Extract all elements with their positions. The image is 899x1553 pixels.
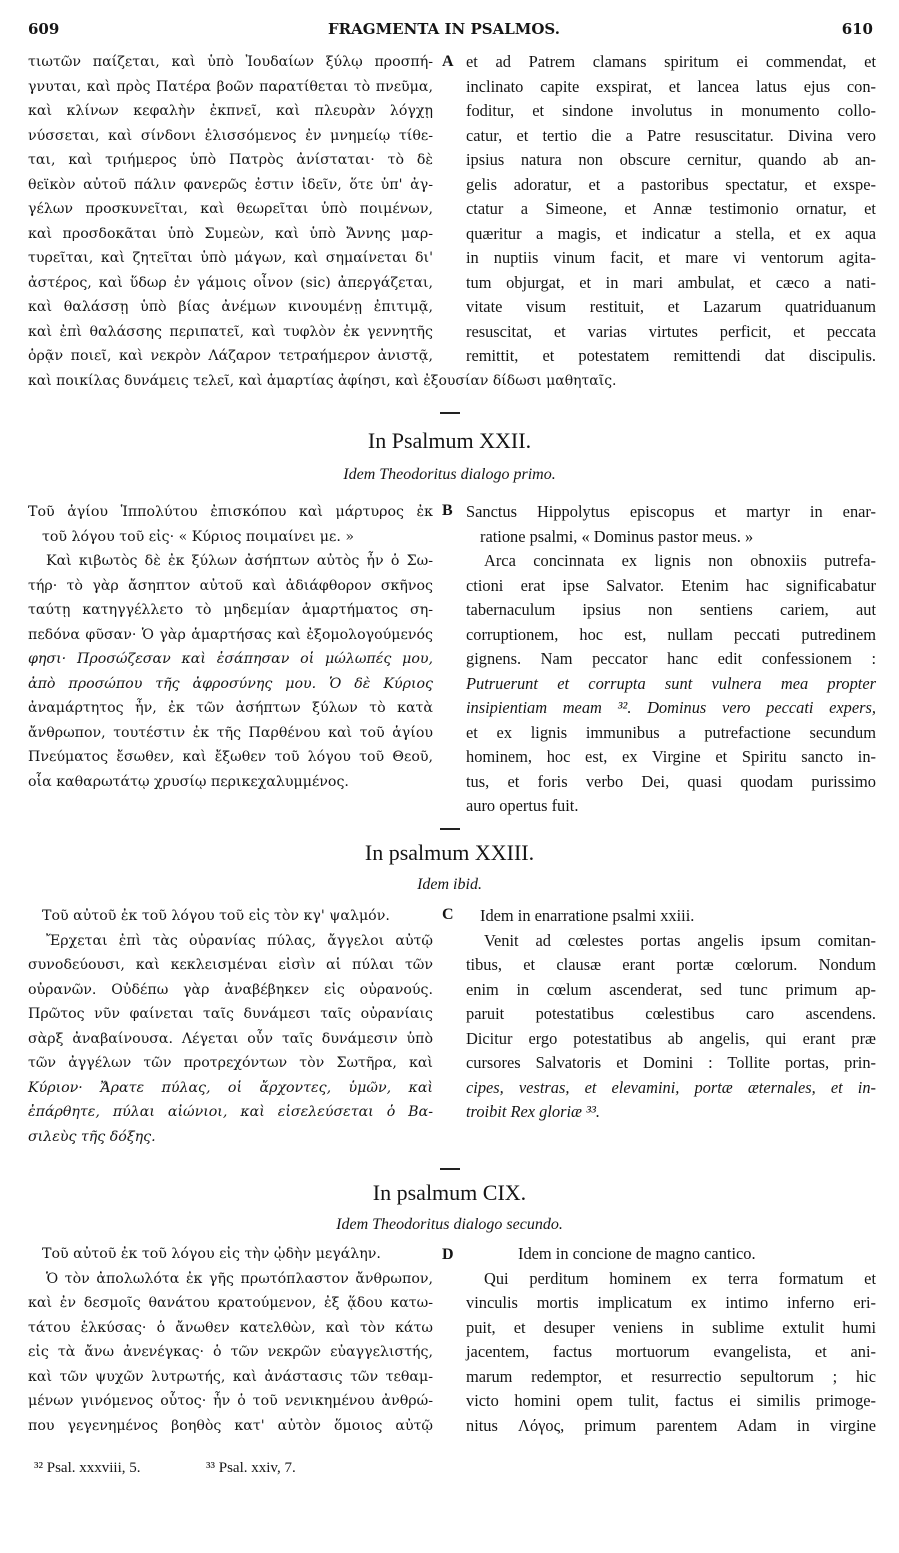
greek-line: γνυται, καὶ πρὸς Πατέρα βοῶν παρατίθεται τὸ πνεῦμα, (28, 78, 433, 95)
latin-line: insipientiam meam ³². Dominus vero peccati expers, (466, 698, 876, 717)
section-divider (440, 412, 460, 414)
latin-line: marum redemptor, et resurrectio sepultorum ; hic (466, 1366, 876, 1386)
greek-line: καὶ ἐπὶ θαλάσσης περιπατεῖ, καὶ τυφλὸν ἐκ γεννητῆς (28, 323, 433, 340)
sec3-latin-column (466, 904, 876, 1125)
greek-line-spanning: καὶ ποικίλας δυνάμεις τελεῖ, καὶ ἁμαρτίας ἀφίησι, καὶ ἐξουσίαν δίδωσι μαθηταῖς. (28, 372, 617, 389)
greek-line: πεδόνα φῦσαν· Ὁ γὰρ ἁμαρτήσας καὶ ἐξομολογούμενός (28, 626, 433, 643)
greek-line: καὶ τῶν ψυχῶν λυτρωτής, καὶ ἀνάστασις τῶν τεθαμ- (28, 1368, 433, 1385)
greek-line: τήρ· τὸ γὰρ ἄσηπτον αὐτοῦ καὶ ἀδιάφθορον σκῆνος (28, 577, 433, 594)
margin-letter-b: B (442, 502, 453, 519)
greek-line: ταύτῃ κατηγγέλλετο τὸ μηδεμίαν ἁμαρτήματος ση- (28, 602, 433, 618)
latin-line: paruit potestatibus cœlestibus caro ascendens. (466, 1004, 876, 1023)
greek-line: ἀπὸ προσώπου τῆς ἀφροσύνης μου. Ὁ δὲ Κύριος (28, 675, 433, 692)
latin-line: jacentem, factus mortuorum evangelista, et ani- (466, 1342, 876, 1361)
latin-line: cursores Salvatoris et Domini : Tollite portas, prin- (466, 1053, 876, 1072)
section-subtitle: Idem Theodoritus dialogo primo. (343, 466, 556, 483)
latin-line: gelis adoratur, et a pastoribus spectatur, et exspe- (466, 174, 876, 194)
greek-line: τυρεῖται, καὶ ζητεῖται ὑπὸ μάγων, καὶ σημαίνεται δι' (28, 250, 433, 266)
greek-line: ἄνθρωπον, τουτέστιν ἐκ τῆς Παρθένου καὶ τοῦ ἁγίου (28, 724, 433, 741)
greek-line: οἷα καθαρωτάτῳ χρυσίῳ περικεχαλυμμένος. (28, 773, 349, 790)
latin-line: tus, et foris verbo Dei, quasi quodam purissimo (466, 771, 876, 791)
latin-line: vitate visum restituit, et Lazarum quatriduanum (466, 297, 876, 316)
greek-line: καὶ ἐν δεσμοῖς θανάτου κρατούμενον, ἐξ ᾅδου κατω- (28, 1295, 433, 1311)
latin-line: Qui perditum hominem ex terra formatum et (484, 1268, 876, 1288)
section-divider (440, 828, 460, 830)
latin-line: puit, et desuper veniens in sublime extulit humi (466, 1317, 876, 1337)
greek-line: θεϊκὸν αὐτοῦ πάλιν φανερῶς ἐστιν ἰδεῖν, ὅτε ὑπ' ἀγ- (28, 176, 433, 193)
margin-letter-d: D (442, 1246, 454, 1263)
sec4-latin-column (466, 1242, 876, 1438)
latin-line: vinculis mortis implicatum ex intimo inferno eri- (466, 1293, 876, 1312)
latin-line: foditur, et sindone involutus in monumento collo- (466, 101, 876, 120)
greek-line: οὐρανῶν. Οὐδέπω γὰρ ἀναβέβηκεν εἰς οὐρανούς. (28, 981, 433, 998)
running-header (28, 20, 873, 42)
sec2-greek-column (28, 500, 433, 794)
greek-line: Κύριον· Ἄρατε πύλας, οἱ ἄρχοντες, ὑμῶν, καὶ (28, 1079, 433, 1096)
latin-line: corruptionem, hoc est, nullam peccati putredinem (466, 624, 876, 644)
latin-line: Dicitur ergo potestatibus ab angelis, qui erant præ (466, 1028, 876, 1048)
greek-line: φησι· Προσώζεσαν καὶ ἐσάπησαν οἱ μώλωπές μου, (28, 651, 433, 667)
greek-line: τοῦ λόγου τοῦ εἰς· « Κύριος ποιμαίνει με. » (42, 528, 355, 545)
greek-line: συνοδεύουσι, καὶ κεκλεισμέναι εἰσὶν αἱ πύλαι τῶν (28, 957, 433, 973)
greek-line: μένων γινόμενος οὗτος· ἦν ὁ τοῦ νενικημένου ἀνθρώ- (28, 1393, 433, 1409)
greek-line: Τοῦ αὐτοῦ ἐκ τοῦ λόγου τοῦ εἰς τὸν κγ' ψαλμόν. (42, 908, 390, 924)
sec1-latin-column (466, 50, 876, 369)
greek-line: σιλεὺς τῆς δόξης. (28, 1128, 156, 1145)
running-title: FRAGMENTA IN PSALMOS. (328, 20, 560, 38)
latin-line: ipsius natura non obscure cernitur, quando ab an- (466, 150, 876, 169)
latin-line: ctioni erat ipse Salvator. Etenim hac significabatur (466, 575, 876, 595)
latin-line: Venit ad cœlestes portas angelis ipsum comitan- (484, 930, 876, 950)
greek-line: Πνεύματος ἔσωθεν, καὶ ἔξωθεν τοῦ λόγου τοῦ Θεοῦ, (28, 749, 433, 765)
latin-line: quæritur a magis, et indicatur a stella, et ex aqua (466, 223, 876, 243)
footnote-32: ³² Psal. xxxviii, 5. (34, 1460, 141, 1476)
latin-line: et ad Patrem clamans spiritum ei commendat, et (466, 52, 876, 71)
section-subtitle: Idem Theodoritus dialogo secundo. (336, 1216, 563, 1233)
sec4-greek-column (28, 1242, 433, 1438)
greek-line: Τοῦ αὐτοῦ ἐκ τοῦ λόγου εἰς τὴν ᾠδὴν μεγάλην. (42, 1246, 381, 1262)
section-divider (440, 1168, 460, 1170)
greek-line: Καὶ κιβωτὸς δὲ ἐκ ξύλων ἀσήπτων αὐτὸς ἦν ὁ Σω- (46, 553, 433, 569)
latin-line: inclinato capite exspirat, et lancea latus ejus con- (466, 76, 876, 96)
latin-line: Idem in enarratione psalmi xxiii. (480, 906, 695, 925)
sec3-greek-column (28, 904, 433, 1149)
latin-line: gignens. Nam peccator hanc edit confessionem : (466, 649, 876, 668)
latin-line: catur, et tertio die a Patre resuscitatur. Divina vero (466, 125, 876, 145)
latin-line: cipes, vestras, et elevamini, portæ æternales, et in- (466, 1077, 876, 1097)
latin-line: ratione psalmi, « Dominus pastor meus. » (480, 526, 754, 546)
sec1-greek-column (28, 50, 617, 393)
latin-line: troibit Rex gloriæ ³³. (466, 1102, 600, 1121)
greek-line: τιωτῶν παίζεται, καὶ ὑπὸ Ἰουδαίων ξύλῳ προσπή- (28, 54, 433, 70)
latin-line: ctatur a Simeone, et Annæ testimonio ornatur, et (466, 199, 876, 218)
greek-line: τῶν ἀγγέλων τῶν προτρεχόντων τὸν Σωτῆρα, καὶ (28, 1055, 433, 1071)
greek-line: Πρῶτος νῦν φαίνεται ταῖς δυνάμεσι ταῖς οὐρανίαις (28, 1006, 433, 1022)
latin-line: victo homini opem tulit, factus ei similis primoge- (466, 1391, 876, 1410)
greek-line: καὶ κλίνων κεφαλὴν ἐκπνεῖ, καὶ πλευρὰν λόγχῃ (28, 103, 433, 119)
section-title: In Psalmum XXII. (367, 428, 532, 453)
greek-line: εἰς τὰ ἄνω ἀνενέγκας· ὁ τῶν νεκρῶν εὐαγγελιστής, (28, 1344, 433, 1360)
greek-line: νύσσεται, καὶ σίνδονι ἑλισσόμενος ἐν μνημείῳ τίθε- (28, 127, 433, 144)
latin-line: tibus, et clausæ erant portæ cœlorum. Nondum (466, 955, 876, 974)
greek-line: ται, καὶ τριήμερος ὑπὸ Πατρὸς ἀνίσταται· τὸ δὲ (28, 152, 433, 168)
greek-line: Ὁ τὸν ἀπολωλότα ἐκ γῆς πρωτόπλαστον ἄνθρωπον, (46, 1270, 433, 1287)
latin-line: Sanctus Hippolytus episcopus et martyr in enar- (466, 502, 876, 521)
latin-line: et ex lignis immunibus a putrefactione secundum (466, 722, 876, 742)
footnote-33: ³³ Psal. xxiv, 7. (206, 1460, 296, 1476)
page-number-right: 610 (841, 20, 873, 38)
margin-letter-a: A (442, 53, 454, 70)
latin-line: remittit, et potestatem remittendi dat discipulis. (466, 346, 876, 365)
sec2-latin-column (466, 500, 876, 819)
greek-line: καὶ θαλάσσῃ ὑπὸ βίας ἀνέμων κινουμένῃ ἐπιτιμᾷ, (28, 299, 433, 315)
greek-line: ἀναμάρτητος ἦν, ἐκ τῶν ἀσήπτων ξύλων τὸ κατὰ (28, 700, 433, 716)
latin-line: enim in cœlum ascenderat, sed tunc primum ap- (466, 979, 876, 999)
greek-line: σὰρξ ἀναβαίνουσα. Λέγεται οὖν ταῖς δυνάμεσιν ὑπὸ (28, 1030, 433, 1047)
latin-line: nitus Λόγος, primum parentem Adam in virgine (466, 1415, 876, 1435)
latin-line: auro opertus fuit. (466, 796, 579, 815)
page-number-left: 609 (28, 20, 60, 38)
section-subtitle: Idem ibid. (417, 876, 482, 893)
greek-line: που γεγενημένος βοηθὸς κατ' αὐτὸν ὅμοιος αὐτῷ (28, 1417, 433, 1434)
section-title: In psalmum CIX. (372, 1180, 527, 1205)
latin-line: Idem in concione de magno cantico. (518, 1244, 756, 1263)
latin-line: hominem, hoc est, ex Virgine et Spiritu sancto in- (466, 747, 876, 766)
latin-line: in nuptiis vinum facit, et mare vi ventorum agita- (466, 248, 876, 267)
margin-letter-c: C (442, 906, 454, 923)
greek-line: ἐπάρθητε, πύλαι αἰώνιοι, καὶ εἰσελεύσεται ὁ Βα- (28, 1104, 433, 1120)
greek-line: Τοῦ ἁγίου Ἱππολύτου ἐπισκόπου καὶ μάρτυρος ἐκ (28, 504, 433, 520)
greek-line: ἀστέρος, καὶ ὕδωρ ἐν γάμοις οἶνον (sic) ἀπεργάζεται, (28, 274, 433, 291)
latin-line: Putruerunt et corrupta sunt vulnera mea propter (466, 673, 876, 693)
greek-line: Ἔρχεται ἐπὶ τὰς οὐρανίας πύλας, ἄγγελοι αὐτῷ (46, 932, 433, 949)
latin-line: resuscitat, et varias virtutes perficit, et peccata (466, 321, 876, 341)
latin-line: tabernaculum ipsius non sentiens cariem, aut (466, 600, 876, 619)
greek-line: γέλων προσκυνεῖται, καὶ θεωρεῖται ὑπὸ ποιμένων, (28, 201, 433, 217)
latin-line: tum objurgat, et in mari ambulat, et cæco a nati- (466, 272, 876, 292)
latin-line: Arca concinnata ex lignis non obnoxiis putrefa- (484, 551, 876, 570)
greek-line: ὁρᾷν ποιεῖ, καὶ νεκρὸν Λάζαρον τετραήμερον ἀνιστᾷ, (28, 348, 433, 364)
greek-line: τάτου ἑλκύσας· ὁ ἄνωθεν κατελθὼν, καὶ τὸν κάτω (28, 1319, 433, 1336)
greek-line: καὶ προσδοκᾶται ὑπὸ Συμεὼν, καὶ ὑπὸ Ἄννης μαρ- (28, 225, 433, 242)
section-title: In psalmum XXIII. (364, 840, 535, 865)
